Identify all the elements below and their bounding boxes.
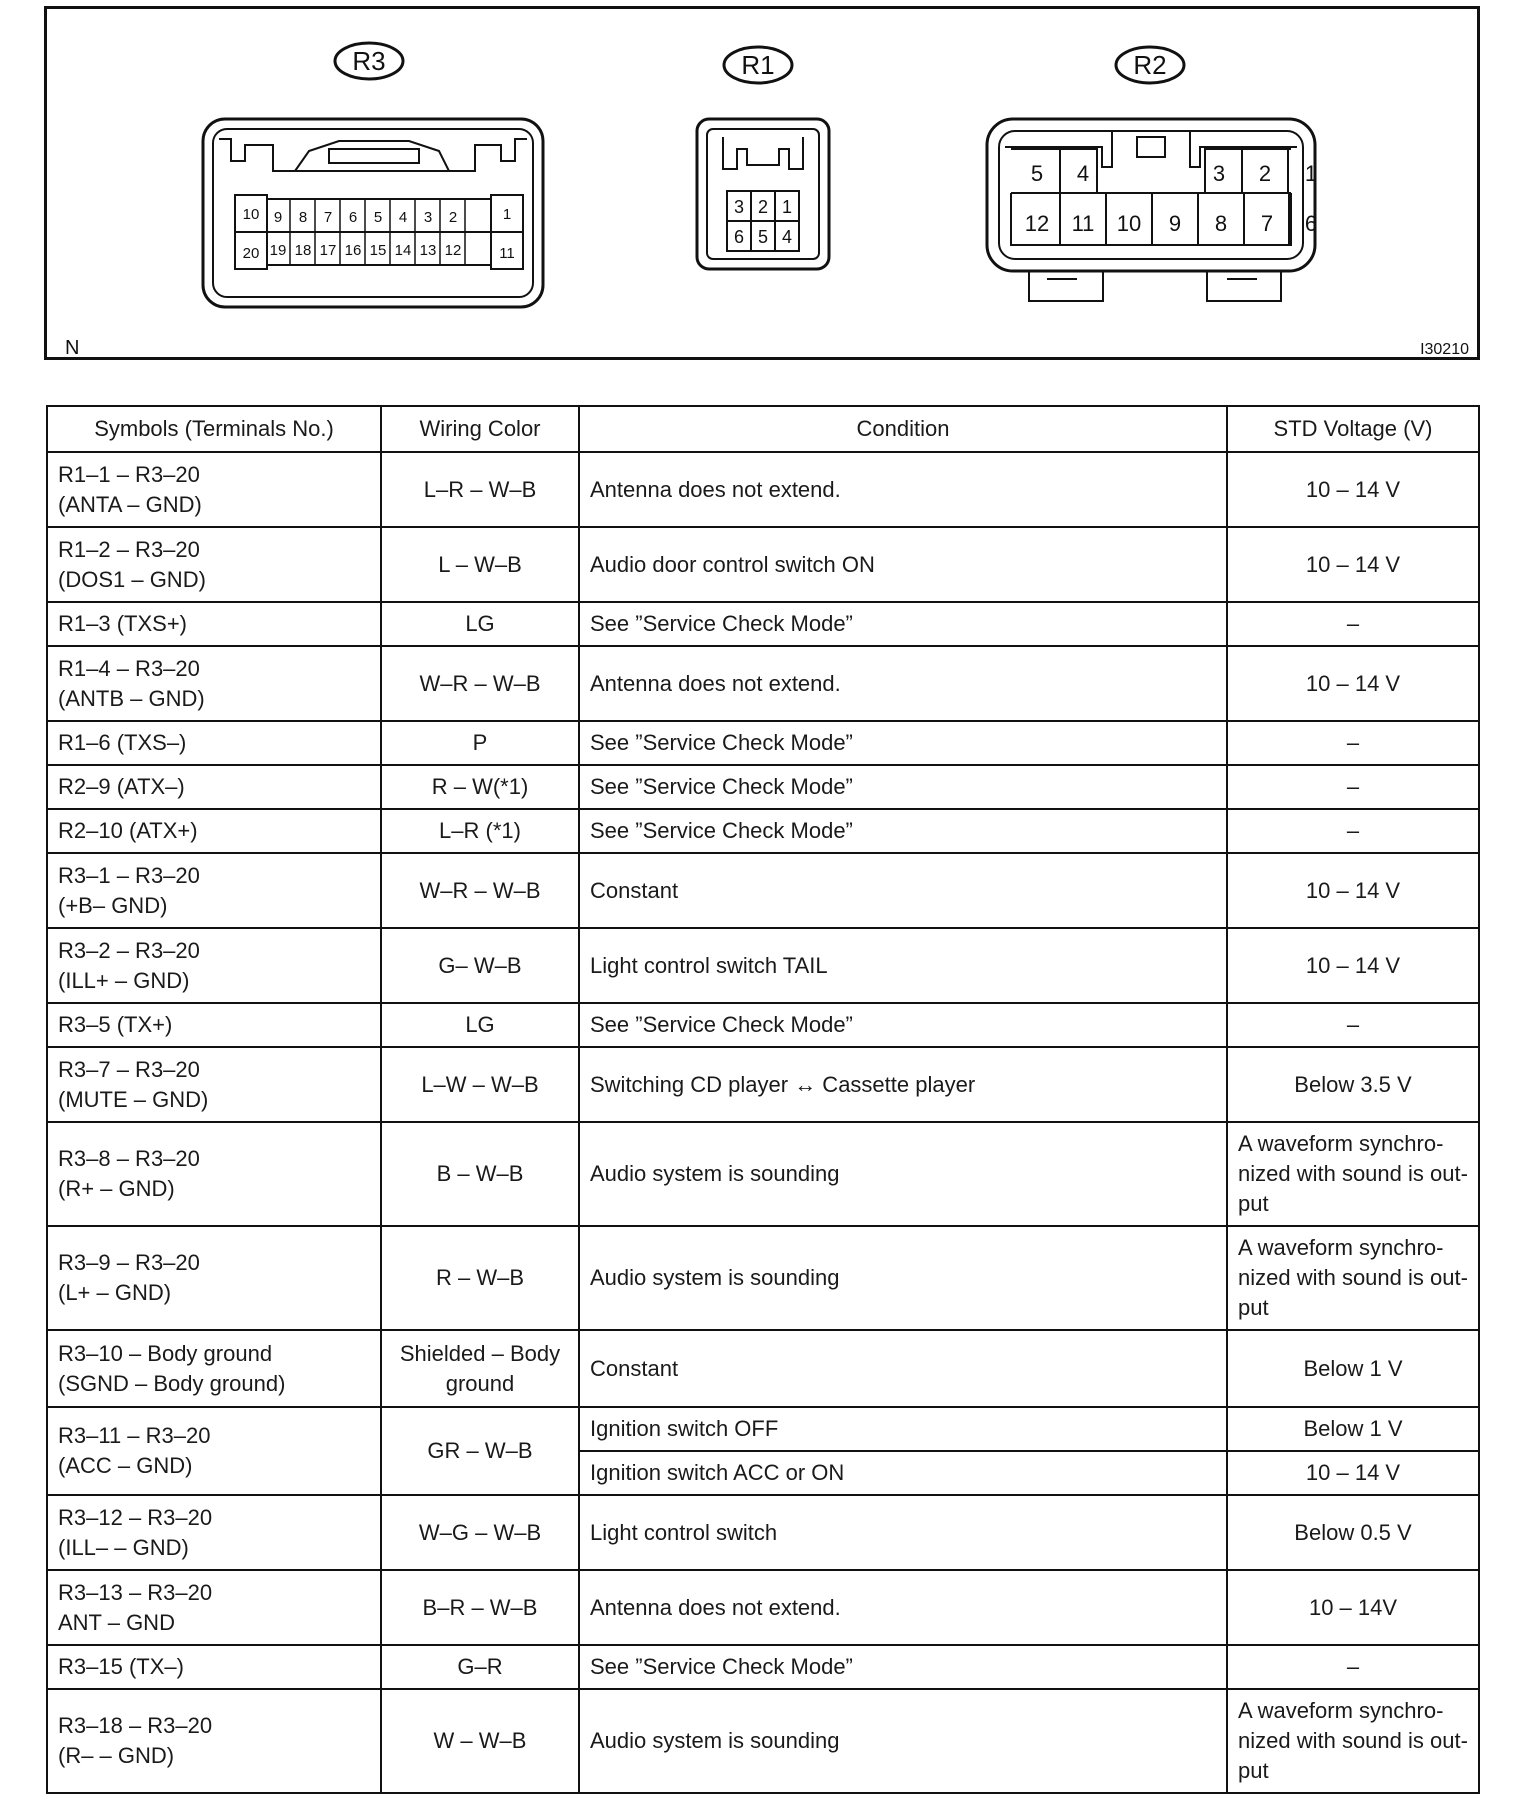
table-row (47, 527, 1479, 602)
r3-pin: 13 (419, 242, 437, 259)
connector-diagram-svg (47, 9, 1483, 363)
symbol-terminals: R1–1 – R3–20 (58, 461, 200, 487)
r3-pin: 19 (269, 242, 287, 259)
r1-pin: 3 (733, 197, 745, 217)
cell-std-voltage: Below 1 V (1227, 1330, 1479, 1407)
r3-pin: 4 (398, 209, 408, 226)
r2-pin: 8 (1214, 211, 1228, 236)
terminal-voltage-table (46, 405, 1480, 1794)
symbol-signals: (ANTB – GND) (58, 685, 205, 711)
r2-pin: 5 (1030, 161, 1044, 186)
cell-condition: See ”Service Check Mode” (579, 809, 1227, 853)
r2-pin: 4 (1076, 161, 1090, 186)
cell-symbols (47, 527, 381, 602)
cell-std-voltage: – (1227, 1645, 1479, 1689)
r3-pin: 3 (423, 209, 433, 226)
cell-condition: See ”Service Check Mode” (579, 765, 1227, 809)
cell-std-voltage: – (1227, 602, 1479, 646)
symbol-signals: (MUTE – GND) (58, 1086, 209, 1112)
symbol-terminals: R3–18 – R3–20 (58, 1713, 213, 1738)
symbol-signals: (SGND – Body ground) (58, 1370, 286, 1396)
r2-pin: 10 (1116, 211, 1142, 236)
table-row (47, 1122, 1479, 1226)
cell-condition: Ignition switch OFF (579, 1407, 1227, 1451)
cell-symbols: R1–3 (TXS+) (47, 602, 381, 646)
r3-pin: 1 (502, 206, 512, 223)
cell-std-voltage: – (1227, 721, 1479, 765)
symbol-terminals: R1–2 – R3–20 (58, 536, 200, 562)
r3-pin: 20 (242, 245, 260, 262)
symbol-signals: (ILL+ – GND) (58, 967, 190, 993)
cell-wiring-color: L–R – W–B (381, 452, 579, 527)
cell-wiring-color: GR – W–B (381, 1407, 579, 1495)
r3-pin: 9 (273, 209, 283, 226)
cell-condition: Constant (579, 1330, 1227, 1407)
cell-condition: Constant (579, 853, 1227, 928)
symbol-terminals: R1–4 – R3–20 (58, 655, 200, 681)
table-header-row (47, 406, 1479, 452)
cell-condition: Audio system is sounding (579, 1689, 1227, 1793)
table-row (47, 765, 1479, 809)
cell-symbols (47, 1226, 381, 1330)
r3-pin: 8 (298, 209, 308, 226)
cell-symbols (47, 1122, 381, 1226)
table-row (47, 1047, 1479, 1122)
table-row (47, 1645, 1479, 1689)
symbol-signals: (R– – GND) (58, 1743, 175, 1768)
symbol-terminals: R3–13 – R3–20 (58, 1579, 213, 1605)
cell-condition: See ”Service Check Mode” (579, 721, 1227, 765)
r3-pin: 11 (499, 245, 515, 262)
cell-symbols: R3–15 (TX–) (47, 1645, 381, 1689)
r3-pin: 10 (242, 206, 260, 223)
r1-pin: 6 (733, 227, 745, 247)
r3-pin: 2 (448, 209, 458, 226)
cell-std-voltage: A waveform synchro-nized with sound is out-put (1227, 1689, 1479, 1793)
cell-std-voltage: – (1227, 765, 1479, 809)
cell-std-voltage: Below 0.5 V (1227, 1495, 1479, 1570)
cell-wiring-color: W – W–B (381, 1689, 579, 1793)
cell-wiring-color: L – W–B (381, 527, 579, 602)
r1-pin: 5 (757, 227, 769, 247)
cell-symbols (47, 1689, 381, 1793)
r2-pin: 6 (1304, 211, 1318, 236)
cell-symbols (47, 1330, 381, 1407)
header-symbols: Symbols (Terminals No.) (47, 406, 381, 452)
cell-symbols: R1–6 (TXS–) (47, 721, 381, 765)
r1-label: R1 (741, 50, 775, 80)
r1-pin: 4 (781, 227, 793, 247)
r2-pin: 12 (1024, 211, 1050, 236)
table-row (47, 1495, 1479, 1570)
r2-label: R2 (1133, 50, 1167, 80)
cell-symbols: R2–9 (ATX–) (47, 765, 381, 809)
symbol-terminals: R3–7 – R3–20 (58, 1056, 200, 1082)
cell-wiring-color: B – W–B (381, 1122, 579, 1226)
cell-condition: Switching CD player ↔ Cassette player (579, 1047, 1227, 1122)
r3-pin: 14 (394, 242, 412, 259)
cell-wiring-color: LG (381, 1003, 579, 1047)
cell-symbols (47, 1047, 381, 1122)
r3-pin: 15 (369, 242, 387, 259)
cell-wiring-color: LG (381, 602, 579, 646)
r2-pin: 2 (1258, 161, 1272, 186)
cell-symbols (47, 452, 381, 527)
corner-label-n: N (65, 337, 80, 359)
cell-symbols (47, 646, 381, 721)
table-row (47, 721, 1479, 765)
cell-std-voltage: A waveform synchro-nized with sound is out-put (1227, 1226, 1479, 1330)
table-row (47, 646, 1479, 721)
symbol-signals: (DOS1 – GND) (58, 566, 206, 592)
cell-wiring-color: P (381, 721, 579, 765)
cell-condition: Antenna does not extend. (579, 1570, 1227, 1645)
cell-symbols (47, 1495, 381, 1570)
cell-condition: Antenna does not extend. (579, 452, 1227, 527)
connector-diagram (44, 6, 1480, 360)
symbol-terminals: R3–11 – R3–20 (58, 1423, 211, 1448)
r2-pin: 7 (1260, 211, 1274, 236)
cell-wiring-color: L–R (*1) (381, 809, 579, 853)
r3-label: R3 (352, 46, 386, 76)
r3-pin: 7 (323, 209, 333, 226)
cell-wiring-color: G–R (381, 1645, 579, 1689)
cell-wiring-color: G– W–B (381, 928, 579, 1003)
cell-condition: Audio system is sounding (579, 1122, 1227, 1226)
cell-std-voltage: 10 – 14V (1227, 1570, 1479, 1645)
symbol-signals: (ANTA – GND) (58, 491, 202, 517)
table-row (47, 1570, 1479, 1645)
cell-symbols (47, 1407, 381, 1495)
symbol-terminals: R3–12 – R3–20 (58, 1504, 213, 1530)
cell-wiring-color: L–W – W–B (381, 1047, 579, 1122)
r3-pin: 16 (344, 242, 362, 259)
table-row (47, 1689, 1479, 1793)
symbol-signals: (+B– GND) (58, 892, 168, 918)
cell-std-voltage: 10 – 14 V (1227, 527, 1479, 602)
r3-pin: 12 (444, 242, 462, 259)
cell-symbols (47, 853, 381, 928)
r3-pin: 18 (294, 242, 312, 259)
r2-pin: 1 (1304, 161, 1318, 186)
cell-std-voltage: – (1227, 1003, 1479, 1047)
table-row (47, 809, 1479, 853)
cell-condition: See ”Service Check Mode” (579, 602, 1227, 646)
r2-pin: 9 (1168, 211, 1182, 236)
r3-pin: 6 (348, 209, 358, 226)
cell-condition: Antenna does not extend. (579, 646, 1227, 721)
table-row (47, 1407, 1479, 1451)
cell-wiring-color: W–R – W–B (381, 853, 579, 928)
cell-condition: Audio door control switch ON (579, 527, 1227, 602)
symbol-terminals: R3–2 – R3–20 (58, 937, 200, 963)
cell-condition: See ”Service Check Mode” (579, 1003, 1227, 1047)
cell-symbols (47, 928, 381, 1003)
symbol-signals: (ACC – GND) (58, 1453, 193, 1478)
cell-wiring-color: R – W–B (381, 1226, 579, 1330)
cell-std-voltage: 10 – 14 V (1227, 646, 1479, 721)
cell-symbols (47, 1570, 381, 1645)
r2-pin: 3 (1212, 161, 1226, 186)
cell-wiring-color: W–R – W–B (381, 646, 579, 721)
cell-symbols: R3–5 (TX+) (47, 1003, 381, 1047)
cell-wiring-color: Shielded – Body ground (381, 1330, 579, 1407)
table-row (47, 452, 1479, 527)
symbol-signals: (ILL– – GND) (58, 1534, 189, 1560)
table-row (47, 1226, 1479, 1330)
cell-condition: Ignition switch ACC or ON (579, 1451, 1227, 1495)
symbol-signals: (R+ – GND) (58, 1176, 175, 1201)
symbol-terminals: R3–8 – R3–20 (58, 1146, 200, 1171)
cell-std-voltage: 10 – 14 V (1227, 452, 1479, 527)
table-row (47, 1003, 1479, 1047)
r2-pin: 11 (1071, 211, 1095, 236)
symbol-terminals: R3–10 – Body ground (58, 1340, 273, 1366)
cell-std-voltage: – (1227, 809, 1479, 853)
r3-pin: 5 (373, 209, 383, 226)
cell-std-voltage: 10 – 14 V (1227, 853, 1479, 928)
cell-wiring-color: B–R – W–B (381, 1570, 579, 1645)
figure-id: I30210 (1420, 341, 1469, 358)
symbol-terminals: R3–1 – R3–20 (58, 862, 200, 888)
symbol-signals: (L+ – GND) (58, 1280, 172, 1305)
cell-std-voltage: 10 – 14 V (1227, 1451, 1479, 1495)
symbol-terminals: R3–9 – R3–20 (58, 1250, 200, 1275)
cell-condition: See ”Service Check Mode” (579, 1645, 1227, 1689)
table-row (47, 1330, 1479, 1407)
symbol-signals: ANT – GND (58, 1609, 175, 1635)
cell-std-voltage: 10 – 14 V (1227, 928, 1479, 1003)
header-condition: Condition (579, 406, 1227, 452)
header-std-voltage: STD Voltage (V) (1227, 406, 1479, 452)
r1-pin: 1 (781, 197, 793, 217)
header-wiring-color: Wiring Color (381, 406, 579, 452)
r1-pin: 2 (757, 197, 769, 217)
cell-condition: Light control switch TAIL (579, 928, 1227, 1003)
cell-std-voltage: Below 3.5 V (1227, 1047, 1479, 1122)
r3-pin: 17 (319, 242, 337, 259)
cell-wiring-color: R – W(*1) (381, 765, 579, 809)
cell-std-voltage: Below 1 V (1227, 1407, 1479, 1451)
cell-std-voltage: A waveform synchro-nized with sound is out-put (1227, 1122, 1479, 1226)
cell-symbols: R2–10 (ATX+) (47, 809, 381, 853)
table-row (47, 602, 1479, 646)
table-row (47, 853, 1479, 928)
table-row (47, 928, 1479, 1003)
cell-wiring-color: W–G – W–B (381, 1495, 579, 1570)
cell-condition: Audio system is sounding (579, 1226, 1227, 1330)
cell-condition: Light control switch (579, 1495, 1227, 1570)
